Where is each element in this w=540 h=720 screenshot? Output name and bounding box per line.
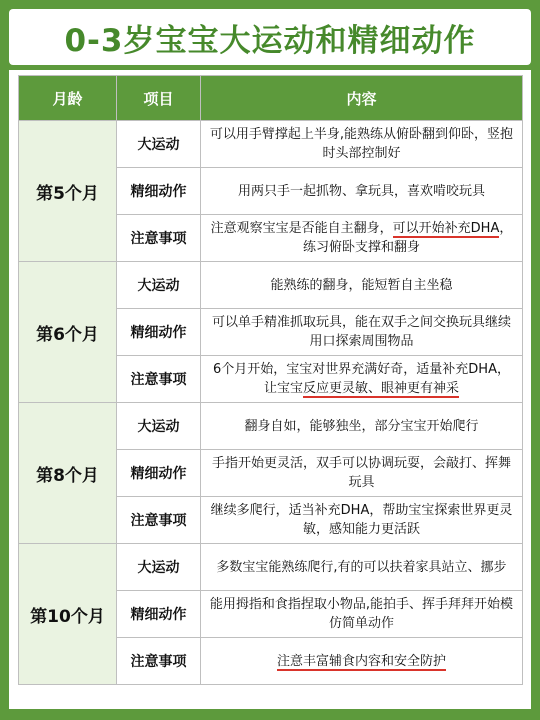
table-row — [19, 544, 523, 591]
table-row — [19, 403, 523, 450]
item-cell: 精细动作 — [117, 450, 201, 497]
month-cell-5: 第5个月 — [19, 121, 117, 262]
content-cell: 能熟练的翻身，能短暂自主坐稳 — [201, 262, 523, 309]
page-title: 0-3岁宝宝大运动和精细动作 — [64, 22, 476, 59]
highlight-text: 可以开始补充DHA — [392, 221, 500, 236]
item-cell: 精细动作 — [117, 591, 201, 638]
item-cell: 大运动 — [117, 262, 201, 309]
content-text: ，练习俯卧支撑和翻身 — [302, 221, 513, 255]
header-item: 项目 — [117, 76, 201, 121]
content-cell — [201, 215, 523, 262]
content-text: 6个月开始，宝宝对世界充满好奇，适量补充DHA，让宝宝 — [213, 362, 510, 396]
item-cell: 精细动作 — [117, 309, 201, 356]
item-cell: 注意事项 — [117, 638, 201, 685]
content-cell: 翻身自如，能够独坐，部分宝宝开始爬行 — [201, 403, 523, 450]
item-cell: 注意事项 — [117, 497, 201, 544]
content-cell — [201, 356, 523, 403]
milestone-table — [18, 75, 523, 685]
item-cell: 大运动 — [117, 121, 201, 168]
header-content: 内容 — [201, 76, 523, 121]
month-cell-8: 第8个月 — [19, 403, 117, 544]
content-cell: 可以用手臂撑起上半身,能熟练从俯卧翻到仰卧，竖抱时头部控制好 — [201, 121, 523, 168]
title-banner — [9, 9, 531, 65]
item-cell: 精细动作 — [117, 168, 201, 215]
content-cell: 用两只手一起抓物、拿玩具，喜欢啃咬玩具 — [201, 168, 523, 215]
header-month: 月龄 — [19, 76, 117, 121]
content-text: 注意观察宝宝是否能自主翻身， — [210, 221, 393, 236]
highlight-text: 反应更灵敏、眼神更有神采 — [303, 381, 460, 396]
month-cell-10: 第10个月 — [19, 544, 117, 685]
table-row — [19, 121, 523, 168]
content-cell: 手指开始更灵活，双手可以协调玩耍，会敲打、挥舞玩具 — [201, 450, 523, 497]
table-panel — [9, 70, 531, 709]
content-cell: 可以单手精准抓取玩具，能在双手之间交换玩具继续用口探索周围物品 — [201, 309, 523, 356]
item-cell: 注意事项 — [117, 215, 201, 262]
content-cell: 多数宝宝能熟练爬行,有的可以扶着家具站立、挪步 — [201, 544, 523, 591]
table-header-row — [19, 76, 523, 121]
item-cell: 大运动 — [117, 403, 201, 450]
item-cell: 注意事项 — [117, 356, 201, 403]
table-row — [19, 262, 523, 309]
item-cell: 大运动 — [117, 544, 201, 591]
content-cell: 继续多爬行，适当补充DHA，帮助宝宝探索世界更灵敏，感知能力更活跃 — [201, 497, 523, 544]
content-cell — [201, 638, 523, 685]
highlight-text: 注意丰富辅食内容和安全防护 — [276, 653, 446, 669]
month-cell-6: 第6个月 — [19, 262, 117, 403]
content-cell: 能用拇指和食指捏取小物品,能拍手、挥手拜拜开始模仿简单动作 — [201, 591, 523, 638]
